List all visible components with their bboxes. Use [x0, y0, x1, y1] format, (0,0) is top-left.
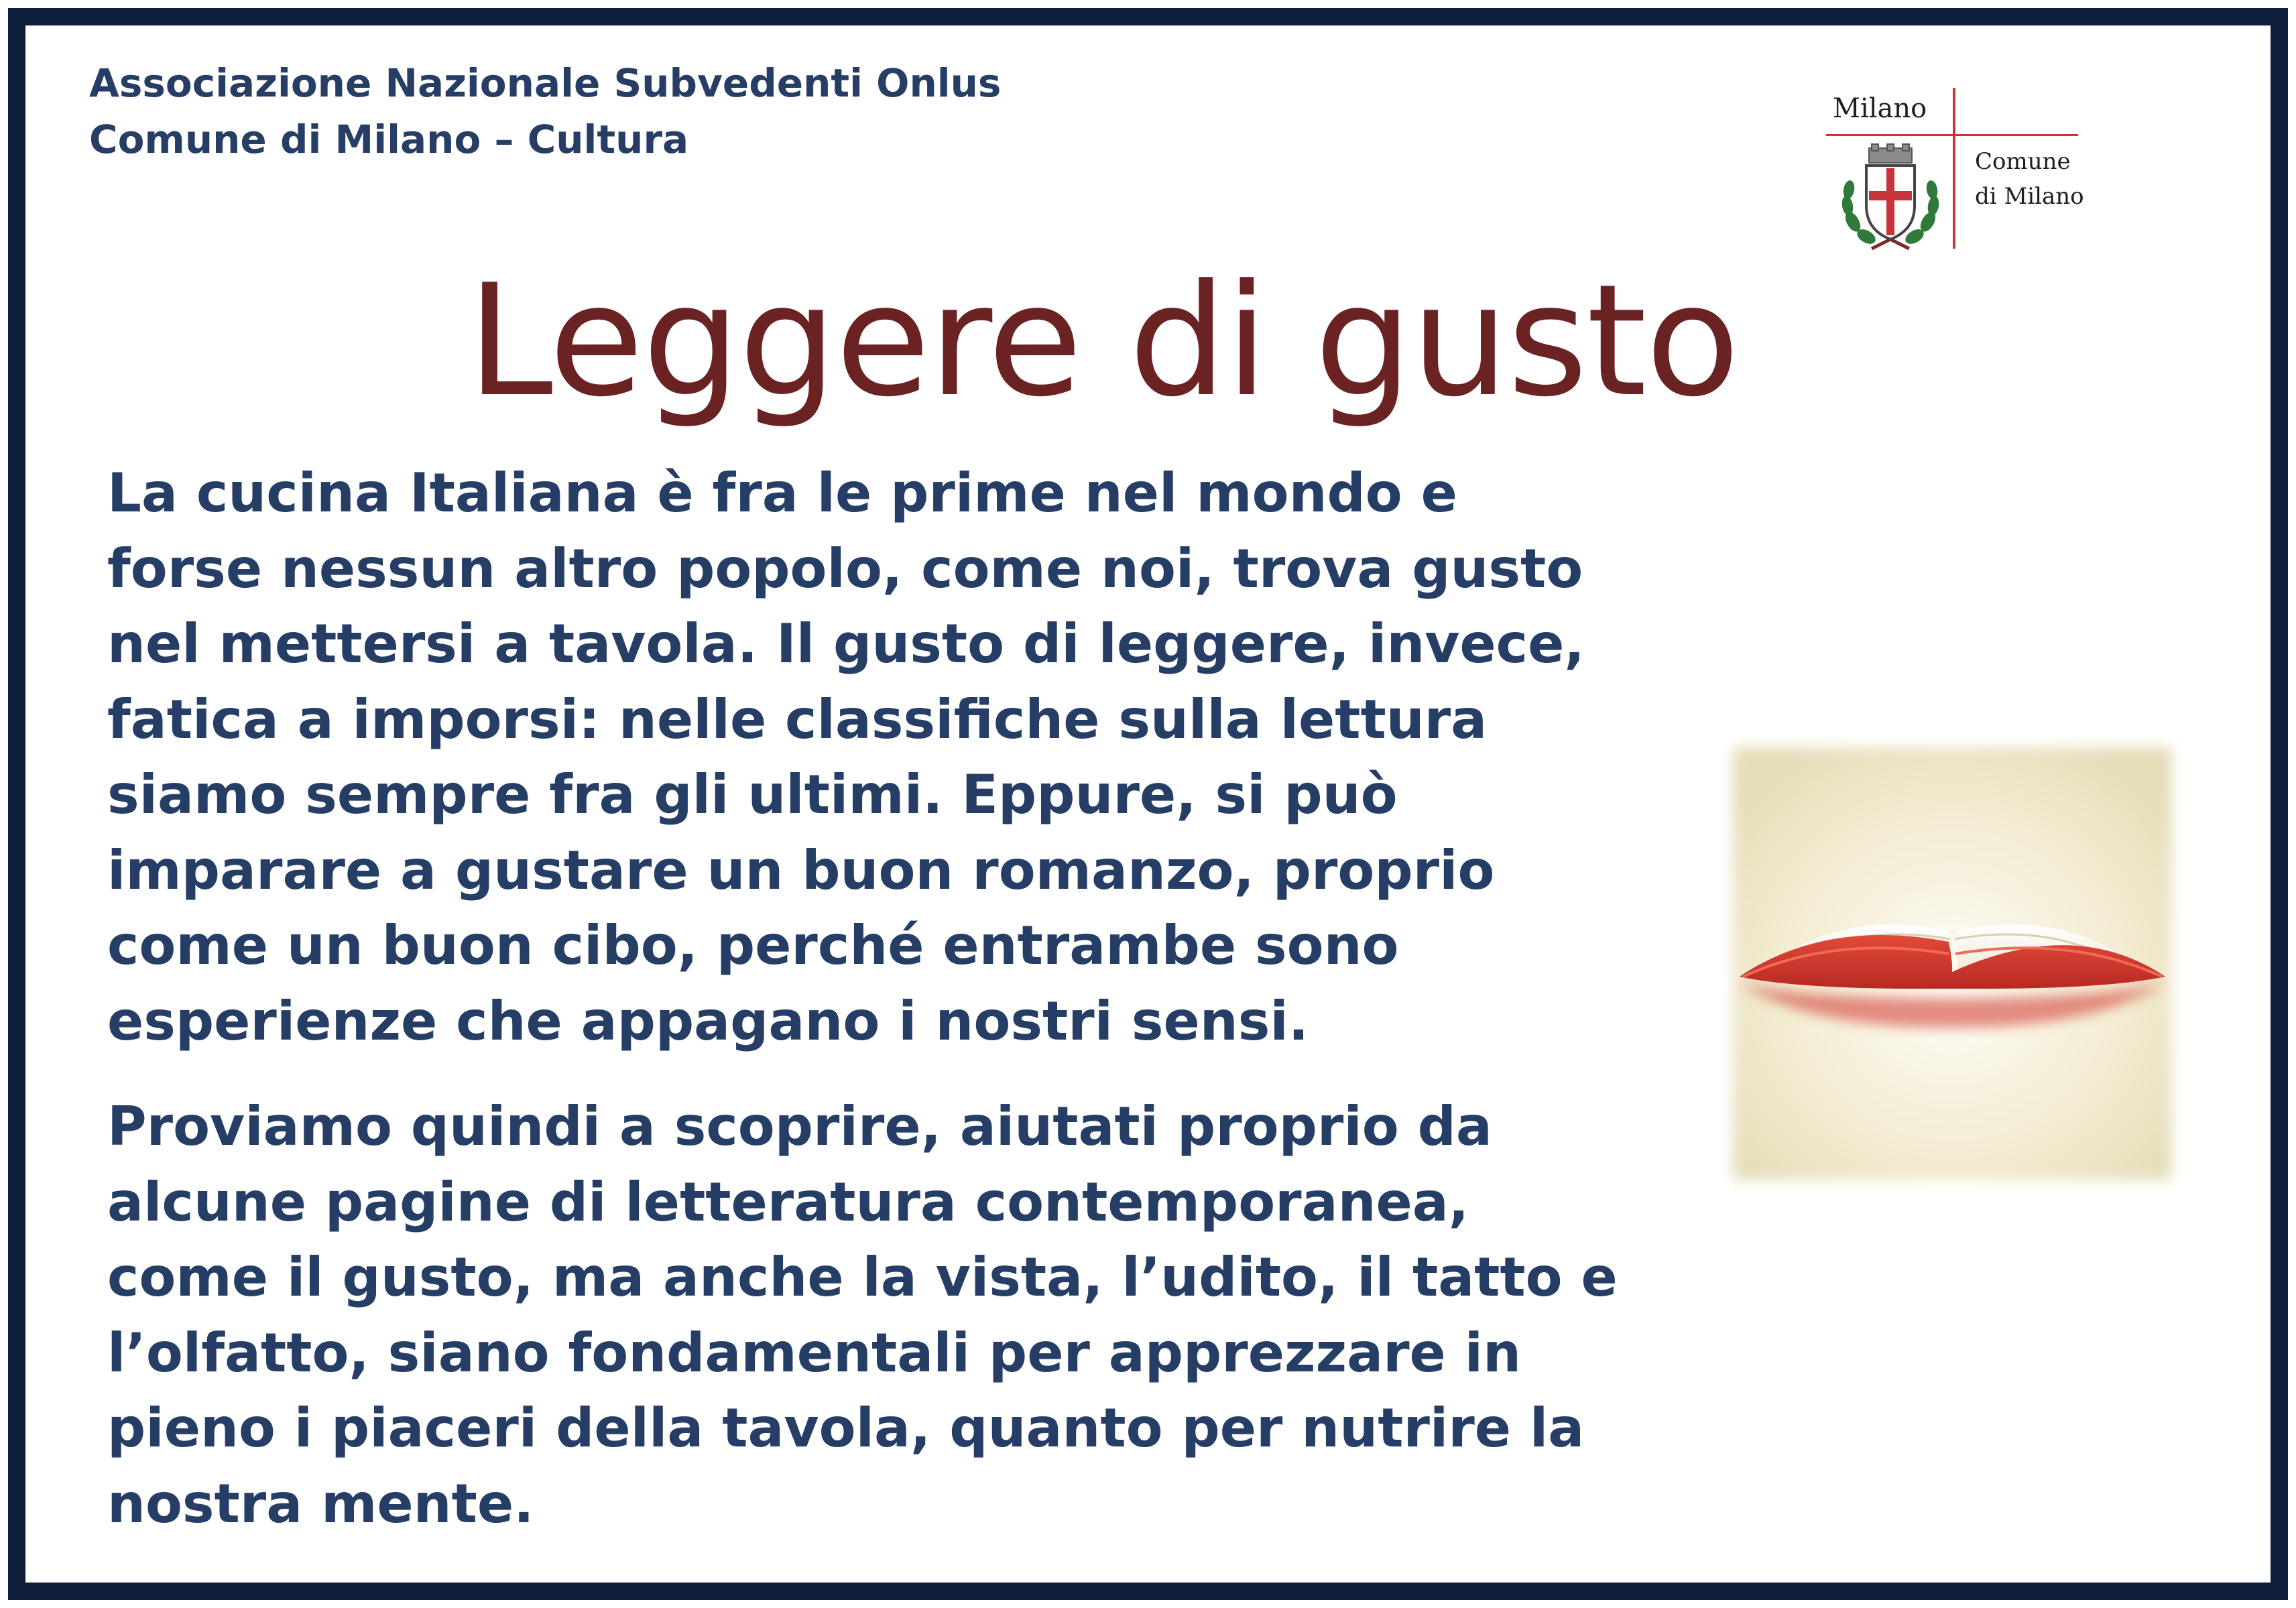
paragraph-invitation	[107, 1089, 1622, 1542]
open-book-image	[1726, 741, 2179, 1186]
organization-line-1: Associazione Nazionale Subvedenti Onlus	[89, 60, 1002, 106]
paragraph-intro	[107, 456, 1622, 1059]
text-line: alcune pagine di letteratura contemporanea,	[107, 1170, 1469, 1233]
text-line: nostra mente.	[107, 1472, 534, 1535]
text-line: pieno i piaceri della tavola, quanto per nutrire la	[107, 1397, 1585, 1459]
text-line: esperienze che appagano i nostri sensi.	[107, 989, 1309, 1052]
logo-city-name: Milano	[1833, 93, 1927, 124]
page-title: Leggere di gusto	[467, 252, 1739, 431]
comune-di-milano-logo	[1817, 84, 2098, 258]
milan-crest-icon	[1833, 141, 1948, 257]
text-line: come un buon cibo, perché entrambe sono	[107, 914, 1399, 977]
logo-horizontal-rule	[1826, 134, 2078, 136]
organization-line-2: Comune di Milano – Cultura	[89, 117, 689, 162]
organization-header	[89, 55, 1001, 168]
text-line: imparare a gustare un buon romanzo, proprio	[107, 839, 1495, 902]
body-text	[107, 456, 1622, 1542]
logo-vertical-rule	[1953, 88, 1955, 249]
text-line: siamo sempre fra gli ultimi. Eppure, si può	[107, 763, 1398, 826]
logo-comune-text	[1975, 144, 2084, 214]
text-line: l’olfatto, siano fondamentali per apprezzare in	[107, 1321, 1522, 1384]
text-line: nel mettersi a tavola. Il gusto di leggere, invece,	[107, 613, 1585, 675]
text-line: come il gusto, ma anche la vista, l’udito, il tatto e	[107, 1246, 1618, 1308]
text-line: fatica a imporsi: nelle classifiche sulla lettura	[107, 688, 1488, 751]
text-line: forse nessun altro popolo, come noi, trova gusto	[107, 537, 1583, 600]
logo-comune-line-2: di Milano	[1975, 183, 2084, 210]
logo-comune-line-1: Comune	[1975, 148, 2071, 175]
text-line: La cucina Italiana è fra le prime nel mondo e	[107, 462, 1457, 524]
text-line: Proviamo quindi a scoprire, aiutati proprio da	[107, 1095, 1492, 1158]
